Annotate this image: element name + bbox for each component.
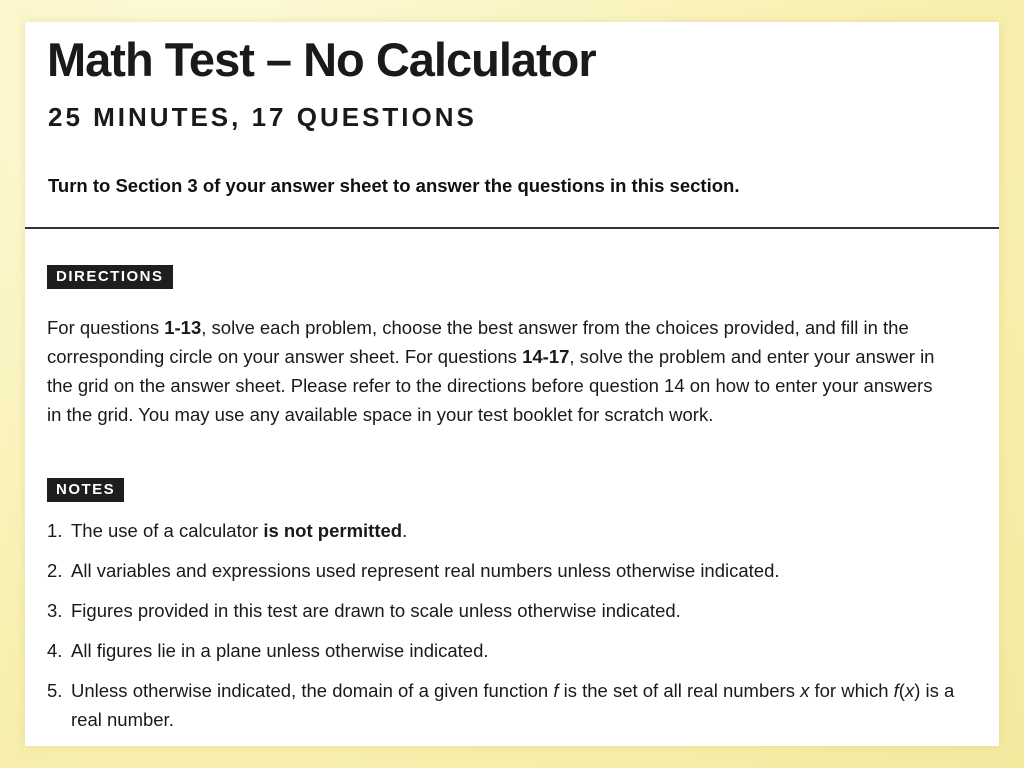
note-text: . — [402, 520, 408, 541]
math-paren: ) — [914, 680, 921, 701]
notes-label: NOTES — [47, 478, 124, 502]
note-number: 5. — [47, 680, 63, 701]
note-item — [47, 676, 967, 734]
note-number: 3. — [47, 600, 63, 621]
page-title: Math Test – No Calculator — [47, 33, 596, 86]
note-emphasis: is not permitted — [263, 520, 403, 541]
note-text: Figures provided in this test are drawn to scale unless otherwise indicated. — [71, 600, 681, 621]
note-text: The use of a calculator — [71, 520, 264, 541]
note-item — [47, 556, 967, 585]
test-page — [25, 22, 999, 746]
note-item — [47, 636, 967, 665]
directions-label: DIRECTIONS — [47, 265, 173, 289]
directions-text-part: , solve each problem, choose the best answer from the choices provided, and fill in the corresponding circle on your answer sheet. For questions — [47, 317, 909, 367]
note-text: is the set of all real numbers — [558, 680, 801, 701]
note-text: All figures lie in a plane unless otherwise indicated. — [71, 640, 489, 661]
divider — [25, 227, 999, 229]
note-item — [47, 516, 967, 545]
section-instruction: Turn to Section 3 of your answer sheet to answer the questions in this section. — [48, 175, 740, 196]
directions-text-part: For questions — [47, 317, 165, 338]
math-variable: f — [553, 680, 559, 701]
test-duration-subtitle: 25 MINUTES, 17 QUESTIONS — [48, 102, 477, 132]
question-range-grid-in: 14-17 — [522, 346, 570, 367]
note-text: is a real number. — [71, 680, 955, 730]
note-number: 4. — [47, 640, 63, 661]
note-number: 2. — [47, 560, 63, 581]
note-item — [47, 596, 967, 625]
notes-list — [47, 516, 967, 745]
note-text: All variables and expressions used represent real numbers unless otherwise indicated. — [71, 560, 780, 581]
question-range-multiple-choice: 1-13 — [164, 317, 202, 338]
note-number: 1. — [47, 520, 63, 541]
math-variable: f — [893, 680, 899, 701]
directions-text — [47, 313, 947, 429]
note-text: Unless otherwise indicated, the domain of a given function — [71, 680, 554, 701]
directions-text-part: , solve the problem and enter your answer in the grid on the answer sheet. Please refer to the directions before question 14 on how to enter your answers in the grid. You may use any available space in your test booklet for scratch work. — [47, 346, 935, 425]
math-paren: ( — [898, 680, 905, 701]
math-variable: x — [800, 680, 810, 701]
math-variable: x — [904, 680, 915, 701]
note-text: for which — [809, 680, 894, 701]
